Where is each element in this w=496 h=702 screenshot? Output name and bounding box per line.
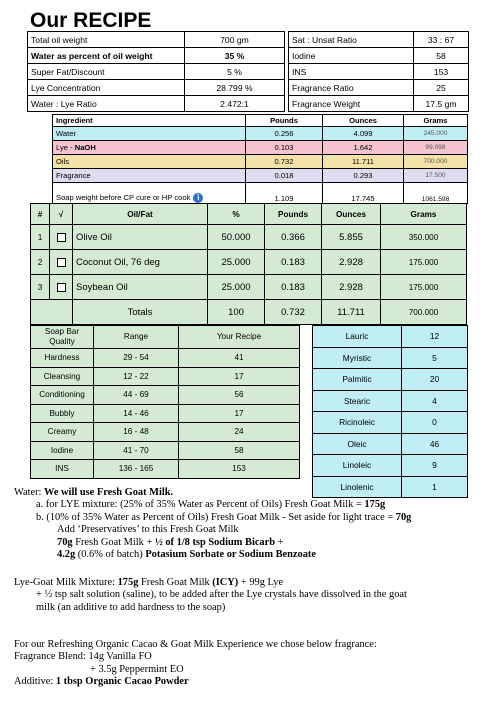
oil-number: 1 xyxy=(31,225,50,250)
qualities-header-row xyxy=(31,326,300,349)
note-a: a. for LYE mixture: (25% of 35% Water as Percent of Oils) Fresh Goat Milk = 175g xyxy=(36,499,386,511)
oil-number: 3 xyxy=(31,275,50,300)
ingredient-pounds: 0.018 xyxy=(246,169,323,183)
lye-mixture-block xyxy=(14,577,407,614)
quality-row xyxy=(31,386,300,405)
oil-checkbox-cell xyxy=(50,250,73,275)
summary-row xyxy=(289,96,469,112)
oil-name: Coconut Oil, 76 deg xyxy=(73,250,208,275)
quality-range: 29 - 54 xyxy=(94,349,179,368)
summary-value: 2.472:1 xyxy=(185,96,285,112)
quality-name: Bubbly xyxy=(31,404,94,423)
soap-weight-row xyxy=(53,183,468,204)
oil-pounds: 0.366 xyxy=(265,225,322,250)
oil-ounces: 5.855 xyxy=(322,225,381,250)
summary-row xyxy=(28,32,285,48)
ingredient-row xyxy=(53,127,468,141)
ounces-header: Ounces xyxy=(323,115,404,127)
ingredient-pounds: 0.256 xyxy=(246,127,323,141)
fatty-acid-name: Myristic xyxy=(313,347,402,369)
ingredient-name xyxy=(53,127,246,141)
fatty-acid-value: 12 xyxy=(402,326,468,348)
oil-number: 2 xyxy=(31,250,50,275)
fatty-acid-value: 5 xyxy=(402,347,468,369)
quality-row xyxy=(31,404,300,423)
fatty-acid-name: Linolenic xyxy=(313,476,402,498)
totals-spacer xyxy=(31,300,73,325)
page-title: Our RECIPE xyxy=(30,9,152,32)
quality-value: 17 xyxy=(179,367,300,386)
summary-row xyxy=(28,96,285,112)
your-recipe-header: Your Recipe xyxy=(179,326,300,349)
ingredient-grams: 99.098 xyxy=(404,141,468,155)
oil-header: Oil/Fat xyxy=(73,204,208,225)
oil-grams: 350.000 xyxy=(381,225,467,250)
oil-ounces: 2.928 xyxy=(322,250,381,275)
quality-row xyxy=(31,441,300,460)
oil-checkbox[interactable] xyxy=(57,283,66,292)
oil-grams: 175.000 xyxy=(381,250,467,275)
summary-value: 17.5 gm xyxy=(414,96,469,112)
quality-value: 153 xyxy=(179,460,300,479)
oils-header-row xyxy=(31,204,467,225)
summary-value: 33 : 67 xyxy=(414,32,469,48)
quality-value: 41 xyxy=(179,349,300,368)
soap-weight-label xyxy=(53,183,246,204)
fatty-acid-value: 0 xyxy=(402,412,468,434)
fatty-acid-value: 9 xyxy=(402,455,468,477)
ingredients-header-row xyxy=(53,115,468,127)
ingredient-grams: 700.000 xyxy=(404,155,468,169)
water-note: Water: We will use Fresh Goat Milk. xyxy=(14,487,174,498)
oil-checkbox-cell xyxy=(50,225,73,250)
totals-pounds: 0.732 xyxy=(265,300,322,325)
check-header: √ xyxy=(50,204,73,225)
ingredient-grams: 17.500 xyxy=(404,169,468,183)
fragrance-line1: Fragrance Blend: 14g Vanilla FO xyxy=(14,651,152,663)
ingredient-ounces: 4.099 xyxy=(323,127,404,141)
soap-weight-ounces: 17.745 xyxy=(323,183,404,204)
quality-row xyxy=(31,423,300,442)
summary-row xyxy=(289,32,469,48)
notes-block xyxy=(14,487,411,561)
percent-header: % xyxy=(208,204,265,225)
summary-label: Fragrance Weight xyxy=(289,96,414,112)
soap-weight-pounds: 1.109 xyxy=(246,183,323,204)
quality-range: 41 - 70 xyxy=(94,441,179,460)
oil-percent: 25.000 xyxy=(208,250,265,275)
fatty-acid-row xyxy=(313,433,468,455)
summary-row xyxy=(289,64,469,80)
note-b-line3: 70g Fresh Goat Milk + ½ of 1/8 tsp Sodium Bicarb + xyxy=(57,536,284,548)
quality-range: 14 - 46 xyxy=(94,404,179,423)
quality-row xyxy=(31,460,300,479)
oil-checkbox-cell xyxy=(50,275,73,300)
quality-value: 56 xyxy=(179,386,300,405)
summary-label: Iodine xyxy=(289,48,414,64)
fatty-acid-name: Stearic xyxy=(313,390,402,412)
soap-weight-text: Soap weight before CP cure or HP cook xyxy=(56,193,191,202)
summary-value: 58 xyxy=(414,48,469,64)
summary-value: 35 % xyxy=(185,48,285,64)
quality-range: 16 - 48 xyxy=(94,423,179,442)
summary-label: Fragrance Ratio xyxy=(289,80,414,96)
summary-label: INS xyxy=(289,64,414,80)
fatty-acid-row xyxy=(313,347,468,369)
pounds-header: Pounds xyxy=(265,204,322,225)
grams-header: Grams xyxy=(404,115,468,127)
summary-table-left xyxy=(27,31,285,112)
summary-value: 153 xyxy=(414,64,469,80)
quality-range: 136 - 165 xyxy=(94,460,179,479)
ingredient-ounces: 11.711 xyxy=(323,155,404,169)
ingredient-row xyxy=(53,141,468,155)
oil-percent: 50.000 xyxy=(208,225,265,250)
ingredient-row xyxy=(53,155,468,169)
num-header: # xyxy=(31,204,50,225)
quality-range: 44 - 69 xyxy=(94,386,179,405)
fatty-acid-name: Lauric xyxy=(313,326,402,348)
oil-pounds: 0.183 xyxy=(265,250,322,275)
ingredient-pounds: 0.103 xyxy=(246,141,323,155)
quality-value: 58 xyxy=(179,441,300,460)
quality-header: Soap Bar Quality xyxy=(31,326,94,349)
quality-value: 17 xyxy=(179,404,300,423)
ingredient-name xyxy=(53,169,246,183)
oil-grams: 175.000 xyxy=(381,275,467,300)
ingredient-label-bold: NaOH xyxy=(74,143,96,152)
soap-weight-grams: 1061.598 xyxy=(404,183,468,204)
oil-percent: 25.000 xyxy=(208,275,265,300)
oil-row xyxy=(31,225,467,250)
grams-header: Grams xyxy=(381,204,467,225)
fatty-acid-row xyxy=(313,412,468,434)
ingredient-grams: 245.000 xyxy=(404,127,468,141)
summary-label: Water : Lye Ratio xyxy=(28,96,185,112)
fragrance-block xyxy=(14,639,377,689)
quality-name: INS xyxy=(31,460,94,479)
note-b-line4: 4.2g (0.6% of batch) Potasium Sorbate or Sodium Benzoate xyxy=(57,549,316,561)
totals-percent: 100 xyxy=(208,300,265,325)
oil-checkbox[interactable] xyxy=(57,258,66,267)
quality-row xyxy=(31,349,300,368)
ingredient-label: Oils xyxy=(56,157,70,166)
summary-label: Sat : Unsat Ratio xyxy=(289,32,414,48)
ingredient-header: Ingredient xyxy=(53,115,246,127)
summary-value: 25 xyxy=(414,80,469,96)
fatty-acids-table xyxy=(312,325,468,498)
summary-row xyxy=(28,48,285,64)
totals-grams: 700.000 xyxy=(381,300,467,325)
summary-value: 28.799 % xyxy=(185,80,285,96)
ingredient-label: Fragrance xyxy=(56,171,91,180)
pounds-header: Pounds xyxy=(246,115,323,127)
fatty-acid-value: 46 xyxy=(402,433,468,455)
ingredient-ounces: 0.293 xyxy=(323,169,404,183)
ingredient-label: Water xyxy=(56,129,76,138)
ingredients-table xyxy=(52,114,468,204)
summary-row xyxy=(28,80,285,96)
summary-table-right xyxy=(288,31,469,112)
summary-label: Total oil weight xyxy=(28,32,185,48)
quality-name: Conditioning xyxy=(31,386,94,405)
ounces-header: Ounces xyxy=(322,204,381,225)
quality-name: Hardness xyxy=(31,349,94,368)
fatty-acid-name: Palmitic xyxy=(313,369,402,391)
info-icon[interactable]: i xyxy=(193,193,203,203)
oil-name: Olive Oil xyxy=(73,225,208,250)
lye-line3: milk (an additive to add hardness to the soap) xyxy=(36,601,226,613)
quality-name: Cleansing xyxy=(31,367,94,386)
fatty-acid-value: 4 xyxy=(402,390,468,412)
ingredient-label: Lye - xyxy=(56,143,75,152)
soap-qualities-table xyxy=(30,325,300,479)
summary-label: Super Fat/Discount xyxy=(28,64,185,80)
oil-checkbox[interactable] xyxy=(57,233,66,242)
range-header: Range xyxy=(94,326,179,349)
summary-row xyxy=(289,48,469,64)
oil-row xyxy=(31,250,467,275)
fatty-acid-row xyxy=(313,390,468,412)
totals-ounces: 11.711 xyxy=(322,300,381,325)
ingredient-name xyxy=(53,141,246,155)
fatty-acid-value: 1 xyxy=(402,476,468,498)
ingredient-name xyxy=(53,155,246,169)
quality-name: Iodine xyxy=(31,441,94,460)
lye-line2: + ½ tsp salt solution (saline), to be added after the Lye crystals have dissolved in the goat xyxy=(36,589,407,601)
note-b-line2: Add ‘Preservatives’ to this Fresh Goat Milk xyxy=(57,524,239,536)
fatty-acid-name: Ricinoleic xyxy=(313,412,402,434)
oil-pounds: 0.183 xyxy=(265,275,322,300)
totals-row xyxy=(31,300,467,325)
oils-table xyxy=(30,203,467,325)
fatty-acid-value: 20 xyxy=(402,369,468,391)
fragrance-line2: + 3.5g Peppermint EO xyxy=(90,663,184,675)
fatty-acid-row xyxy=(313,326,468,348)
quality-value: 24 xyxy=(179,423,300,442)
summary-value: 5 % xyxy=(185,64,285,80)
oil-name: Soybean Oil xyxy=(73,275,208,300)
quality-range: 12 - 22 xyxy=(94,367,179,386)
ingredient-ounces: 1.642 xyxy=(323,141,404,155)
totals-label: Totals xyxy=(73,300,208,325)
summary-row xyxy=(28,64,285,80)
note-b: b. (10% of 35% Water as Percent of Oils) Fresh Goat Milk - Set aside for light trace = 70g xyxy=(36,511,412,523)
oil-row xyxy=(31,275,467,300)
ingredient-pounds: 0.732 xyxy=(246,155,323,169)
quality-row xyxy=(31,367,300,386)
quality-name: Creamy xyxy=(31,423,94,442)
oil-ounces: 2.928 xyxy=(322,275,381,300)
fatty-acid-name: Linoleic xyxy=(313,455,402,477)
summary-label: Water as percent of oil weight xyxy=(28,48,185,64)
fragrance-intro: For our Refreshing Organic Cacao & Goat Milk Experience we chose below fragrance: xyxy=(14,639,377,650)
fatty-acid-row xyxy=(313,455,468,477)
fatty-acid-name: Oleic xyxy=(313,433,402,455)
fatty-acid-row xyxy=(313,369,468,391)
summary-label: Lye Concentration xyxy=(28,80,185,96)
lye-note: Lye-Goat Milk Mixture: 175g Fresh Goat Milk (ICY) + 99g Lye xyxy=(14,577,284,588)
summary-value: 700 gm xyxy=(185,32,285,48)
summary-row xyxy=(289,80,469,96)
ingredient-row xyxy=(53,169,468,183)
additive-note: Additive: 1 tbsp Organic Cacao Powder xyxy=(14,676,189,688)
